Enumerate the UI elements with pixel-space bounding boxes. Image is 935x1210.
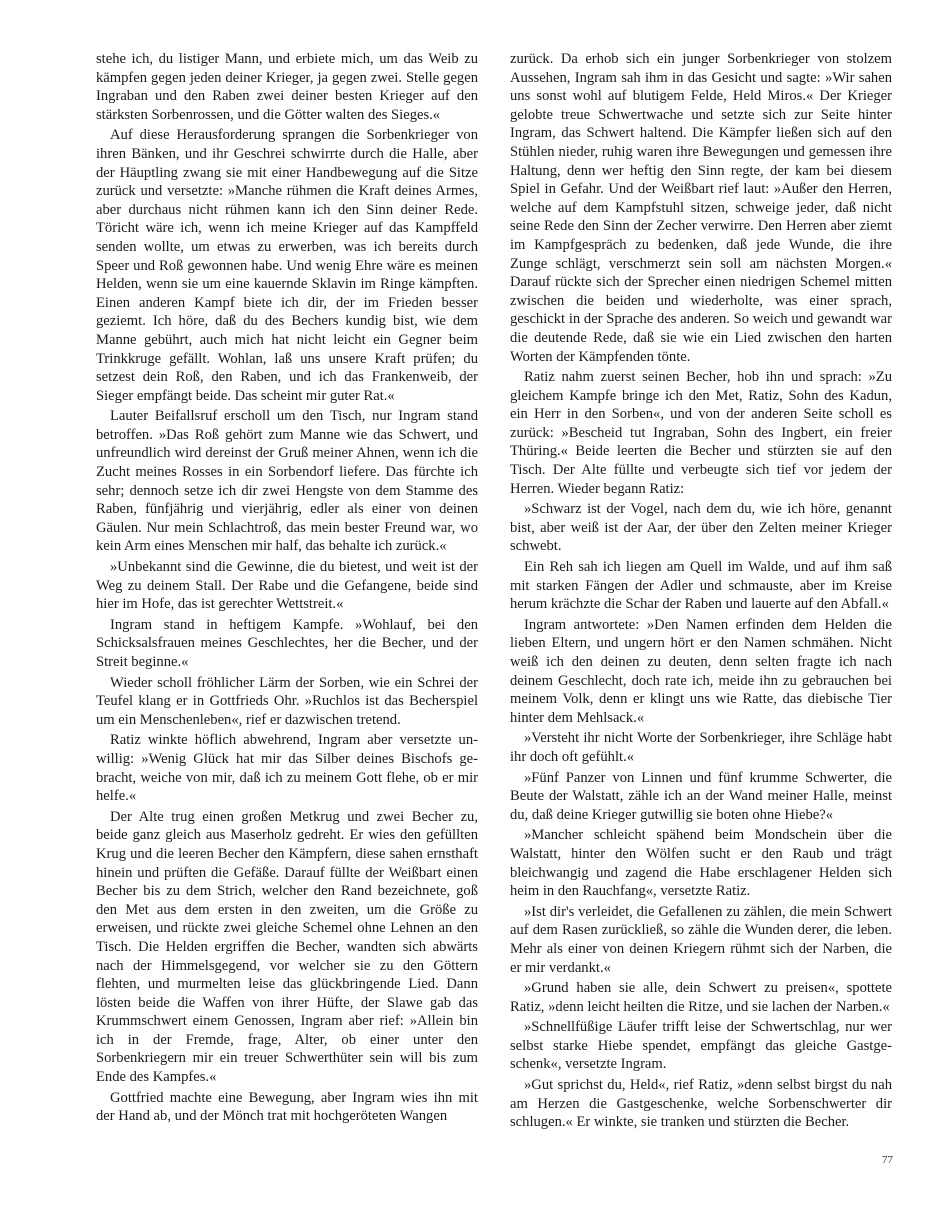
paragraph: »Versteht ihr nicht Worte der Sorbenkrieger, ihre Schläge habt ihr doch oft gefühlt.« [510,730,892,765]
paragraph: »Unbekannt sind die Gewinne, die du bietest, und weit ist der Weg zu deinem Stall. Der Rabe und die Gefangene, beide sind hier im Hofe, das ist gerechter Wettstreit.« [96,559,478,613]
paragraph: »Schwarz ist der Vogel, nach dem du, wie ich höre, genannt bist, aber weiß ist der Aar, der über den Zelten meiner Krieger schwebt. [510,501,892,555]
paragraph: »Grund haben sie alle, dein Schwert zu preisen«, spottete Ratiz, »denn leicht heilten die Ritze, und sie lachen der Narben.« [510,980,892,1015]
paragraph: Ingram stand in heftigem Kampfe. »Wohlauf, bei den Schicksalsfrauen meines Geschlechtes, her die Becher, und der Streit beginne.« [96,616,478,670]
right-text-column [510,50,892,1132]
paragraph: Ratiz nahm zuerst seinen Becher, hob ihn und sprach: »Zu gleichem Kampfe bringe ich den Met, Ratiz, Sohn des Kadun, ein Herr in den Sorben«, und von der anderen Seite scholl es zurück: »Bescheid tut Ingraban, Sohn des Ingbert, ein freier Thüring.« Beide leerten die Becher und stürzten sie auf den Tisch. Der Alte füllte und verbeugte sich tief vor jedem der Herren. Wieder begann Ratiz: [510,369,892,497]
paragraph: Gottfried machte eine Bewegung, aber Ingram wies ihn mit der Hand ab, und der Mönch trat mit hochgeröteten Wangen [96,1089,478,1125]
paragraph: Auf diese Herausforderung sprangen die Sorbenkrieger von ihren Bänken, und ihr Geschrei schwirrte durch die Halle, aber der Häuptling zwang sie mit einer Handbewegung auf die Sitze zurück und versetzte: »Manche rühmen die Kraft deines Armes, aber durchaus nicht rühmen kann ich den Sinn deiner Rede. Töricht wäre ich, wenn ich meine Krieger auf das Kampffeld senden wollte, um etwas zu erwerben, was ich bereits durch Speer und Roß gewonnen habe. Und wenig Ehre wäre es meinen Helden, wenn sie um eine kauernde Sklavin im Ringe kämpften. Einen anderen Kampf biete ich dir, der im Frieden besser geziemt. Ich höre, daß du des Bechers kundig bist, wie dem Manne gebührt, auch mich hat nicht leicht ein Gegner beim Trinkkruge gefällt. Wohlan, laß uns unsere Kraft prüfen; du setzest dein Roß, den Raben, und ich das Frankenweib, der Sieger empfängt beide. Das scheint mir guter Rat.« [96,127,478,404]
paragraph: Lauter Beifallsruf erscholl um den Tisch, nur Ingram stand betroffen. »Das Roß gehört zum Manne wie das Schwert, und unfreundlich wird dereinst der Gruß meiner Ahnen, wenn ich die Zucht meines Rosses in ein Sorbendorf liefere. Das fürchte ich sehr; dennoch setze ich dir zwei Hengste von dem Stamme des Raben, fünfjährig und vierjährig, edler als einer von deinen Gäulen. Nur mein Schlachtroß, das mein bester Freund war, wo kein Arm eines Menschen mir half, das behalte ich zurück.« [96,408,478,555]
paragraph: »Schnellfüßige Läufer trifft leise der Schwertschlag, nur wer selbst starke Hiebe spendet, empfängt das gleiche Gastgeschenk«, versetzte Ingram. [510,1019,892,1073]
paragraph: Ein Reh sah ich liegen am Quell im Walde, und auf ihm saß mit starken Fängen der Adler und schmauste, aber im Kreise herum krächzte die Schar der Raben und lauerte auf den Abfall.« [510,559,892,613]
left-text-column [96,50,478,1126]
page-number: 77 [882,1154,893,1166]
paragraph: Ratiz winkte höflich abwehrend, Ingram aber versetzte unwillig: »Wenig Glück hat mir das Silber deines Bischofs gebracht, weiche von mir, daß ich zu meinem Gott flehe, ob er mir helfe.« [96,732,478,805]
paragraph: »Mancher schleicht spähend beim Mondschein über die Walstatt, hinter den Wölfen sucht er den Raub und trägt bleichwangig und zagend die Habe erschlagener Helden sich heim in den Rauchfang«, versetzte Ratiz. [510,827,892,900]
paragraph: Der Alte trug einen großen Metkrug und zwei Becher zu, beide ganz gleich aus Maserholz gedreht. Er wies den gefüllten Krug und die leeren Becher den Kämpfern, diese sahen ernsthaft hinein und prüften die Gefäße. Darauf füllte der Weißbart einen Becher bis zu dem Strich, welcher den Rand bezeichnete, goß den Met aus dem ersten in den zweiten, um die Größe zu erweisen, und rückte zwei gleiche Schemel ohne Lehnen an den Tisch. Die Helden ergriffen die Becher, wandten sich abwärts nach der Himmelsgegend, vor welcher sie zu den Göttern flehten, und murmelten leise das glückbringende Lied. Dann lösten beide die Waffen von ihrer Hüfte, der Slawe gab das Krummschwert einem Genossen, Ingram aber rief: »Allein bin ich in der Fremde, frage, Alter, ob einer unter den Sorbenkriegern mir ein treuer Schwerthüter sein will bis zum Ende des Kampfes.« [96,808,478,1086]
paragraph: zurück. Da erhob sich ein junger Sorbenkrieger von stolzem Aussehen, Ingram sah ihm in das Gesicht und sagte: »Wir sahen uns sonst wohl auf blutigem Felde, Held Miros.« Der Krieger gelobte treue Schwertwache und setzte sich zur Seite hinter Ingram, das Schwert haltend. Die Kämpfer ließen sich auf den Stühlen nieder, ruhig waren ihre Bewegungen und gemessen ihre Haltung, denn wer heftig den Sinn regte, der kam bei diesem Spiel in Gefahr. Und der Weißbart rief laut: »Außer den Herren, welche auf dem Kampfstuhl sitzen, schweige jeder, daß nicht seine Rede den Sinn der Zecher verwirre. Den Herren aber ziemt im Kampfgespräch zu bedenken, daß jede Wunde, die ihre Zunge schlägt, verschmerzt sein soll am nächsten Morgen.« Darauf rückte sich der Sprecher einen niedrigen Schemel mitten zwischen die beiden und wiederholte, was einer sprach, geschickt in der Sprache des anderen. So weich und gewandt war die deutende Rede, daß sie wie ein Lied zwischen den harten Worten der Kämpfenden tönte. [510,51,892,365]
paragraph: »Gut sprichst du, Held«, rief Ratiz, »denn selbst birgst du nah am Herzen die Gastgeschenke, welche Sorbenschwerter dir schlugen.« Er winkte, sie tranken und stürzten die Becher. [510,1077,892,1131]
paragraph: »Fünf Panzer von Linnen und fünf krumme Schwerter, die Beute der Walstatt, zähle ich an der Wand meiner Halle, meinst du, daß deine Krieger gutwillig sie boten ohne Hiebe?« [510,769,892,823]
paragraph: Ingram antwortete: »Den Namen erfinden dem Helden die lieben Eltern, und ungern hört er den Namen schmähen. Nicht weiß ich den deinen zu deuten, denn selten fragte ich nach deinem Geschlecht, doch rate ich, meide ihn zu gebrauchen bei meinem Volk, denn er klingt uns wie Ratte, das diebische Tier hinter dem Mehlsack.« [510,616,892,726]
paragraph: Wieder scholl fröhlicher Lärm der Sorben, wie ein Schrei der Teufel klang er in Gottfrieds Ohr. »Ruchlos ist das Becherspiel um ein Menschenleben«, rief er dazwischen tretend. [96,674,478,728]
paragraph: »Ist dir's verleidet, die Gefallenen zu zählen, die mein Schwert auf dem Rasen zurückließ, so zähle die Wunden derer, die leben. Mehr als einer von deinen Kriegern rühmt sich der Narben, die er mir verdankt.« [510,903,892,976]
paragraph: stehe ich, du listiger Mann, und erbiete mich, um das Weib zu kämpfen gegen jeden deiner Krieger, ja gegen zwei. Stelle gegen Ingraban und den Raben zwei deiner besten Krieger auf den stärksten Sorbenrossen, und die Götter walten des Sieges.« [96,51,478,123]
